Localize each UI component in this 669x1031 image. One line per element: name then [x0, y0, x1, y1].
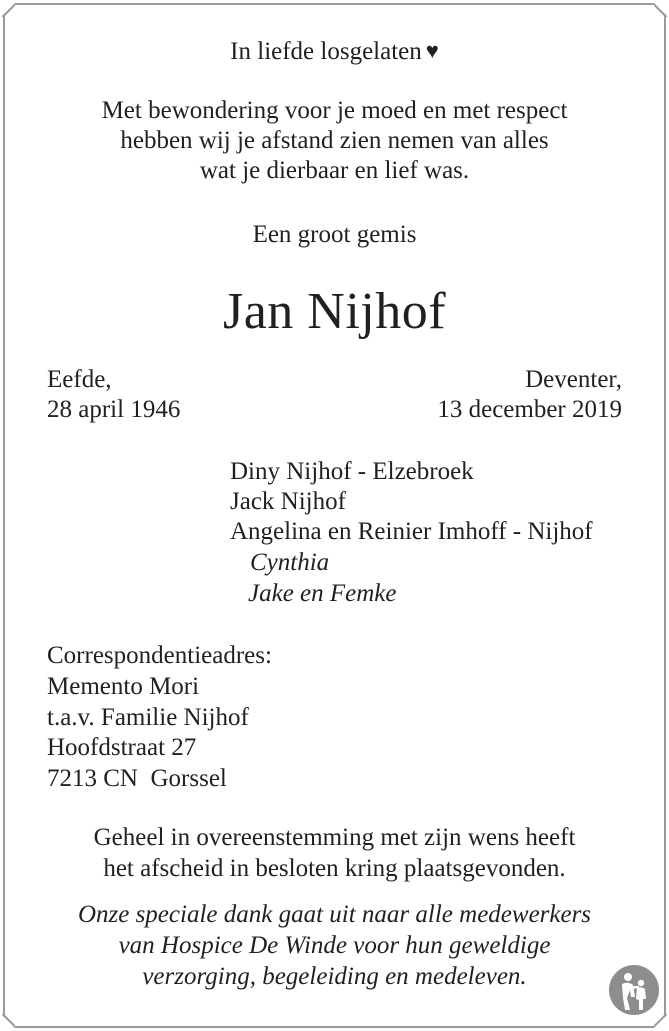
deceased-name: Jan Nijhof — [222, 283, 447, 340]
heart-icon: ♥ — [425, 38, 439, 63]
released-text: In liefde losgelaten — [230, 38, 422, 65]
thanks-line-3: verzorging, begeleiding en medeleven. — [142, 963, 527, 990]
farewell-line-2: het afscheid in besloten kring plaatsgevonden. — [103, 855, 566, 882]
death-place: Deventer, — [525, 366, 622, 393]
relative-3: Angelina en Reinier Imhoff - Nijhof — [230, 518, 593, 545]
birth-place: Eefde, — [47, 366, 112, 393]
relative-2: Jack Nijhof — [230, 488, 346, 515]
birth-date: 28 april 1946 — [47, 396, 181, 423]
released-line — [0, 36, 669, 67]
farewell-line-1: Geheel in overeenstemming met zijn wens heeft — [93, 824, 576, 851]
subline: Een groot gemis — [252, 221, 417, 248]
death-date: 13 december 2019 — [437, 396, 622, 423]
memorial-logo-icon — [608, 964, 660, 1016]
correspondence-line-4: 7213 CN Gorssel — [47, 765, 227, 792]
verse-line-3: wat je dierbaar en lief was. — [199, 157, 470, 184]
relative-1: Diny Nijhof - Elzebroek — [230, 458, 474, 485]
thanks-line-2: van Hospice De Winde voor hun geweldige — [118, 932, 551, 959]
correspondence-heading: Correspondentieadres: — [47, 642, 272, 669]
verse-line-1: Met bewondering voor je moed en met respect — [101, 97, 568, 124]
verse-line-2: hebben wij je afstand zien nemen van alles — [120, 127, 549, 154]
correspondence-line-1: Memento Mori — [47, 673, 200, 700]
correspondence-line-2: t.a.v. Familie Nijhof — [47, 704, 249, 731]
grandchild-2: Jake en Femke — [248, 580, 397, 607]
grandchild-1: Cynthia — [250, 549, 330, 576]
thanks-line-1: Onze speciale dank gaat uit naar alle medewerkers — [77, 901, 592, 928]
correspondence-line-3: Hoofdstraat 27 — [47, 734, 197, 761]
